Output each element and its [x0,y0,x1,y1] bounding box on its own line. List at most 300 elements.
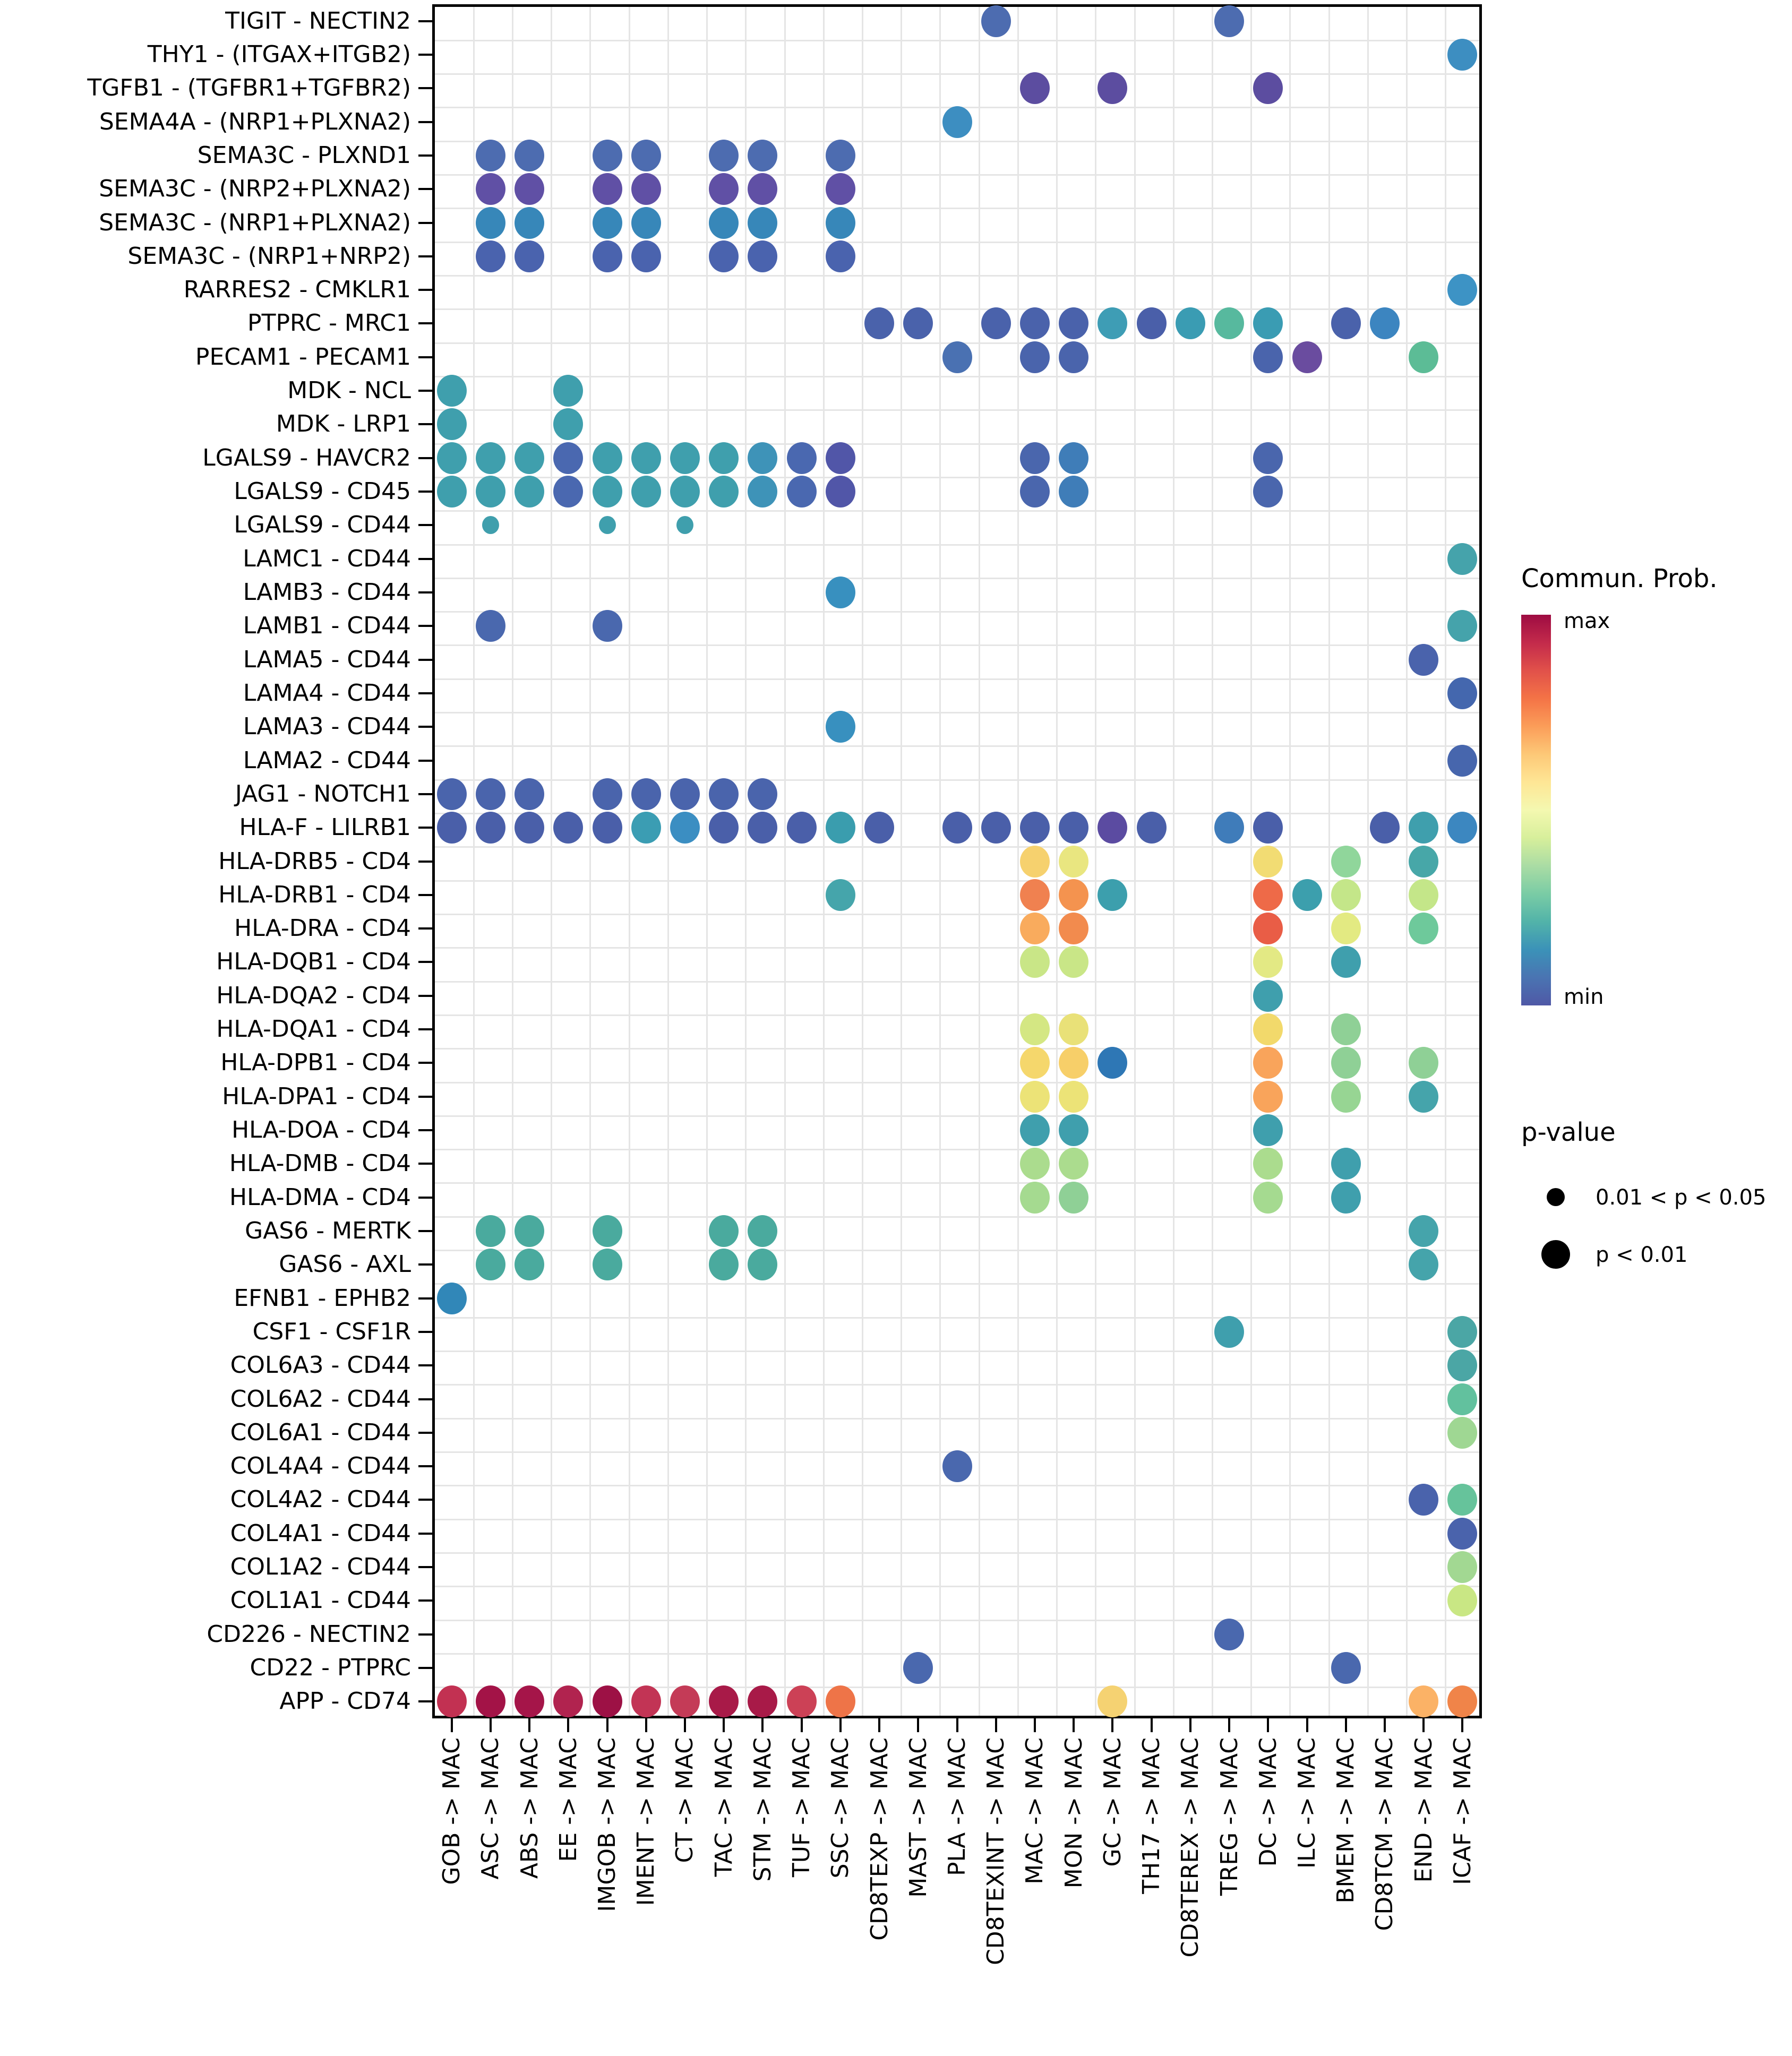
gridline-vertical [1445,7,1446,1716]
x-axis-label: TUF -> MAC [788,1737,816,1878]
data-dot [748,240,777,272]
x-axis-label-cell [705,1737,743,2056]
data-dot [1331,307,1361,339]
data-dot [1020,879,1050,911]
y-axis-label: LAMC1 - CD44 [243,545,411,572]
data-dot [1447,1518,1477,1550]
data-dot [1253,442,1283,474]
x-axis-label-cell [1365,1737,1404,2056]
data-dot [1059,442,1088,474]
data-dot [631,173,661,205]
data-dot [631,207,661,239]
gridline-horizontal [435,644,1479,646]
data-dot [1214,1316,1244,1348]
pvalue-small-label: 0.01 < p < 0.05 [1596,1185,1767,1210]
y-axis-label: HLA-DMB - CD4 [229,1150,411,1177]
y-tick [418,524,432,526]
data-dot [1059,1081,1088,1113]
gridline-horizontal [435,409,1479,411]
gridline-horizontal [435,1552,1479,1554]
gridline-vertical [1095,7,1096,1716]
y-axis-label: HLA-DMA - CD4 [229,1183,411,1211]
gridline-vertical [1367,7,1369,1716]
x-axis-label: ILC -> MAC [1293,1737,1321,1869]
data-dot [709,812,739,844]
y-tick [418,692,432,694]
data-dot [748,778,777,810]
y-tick [418,625,432,627]
y-axis-label: PTPRC - MRC1 [247,309,411,337]
y-axis-label: HLA-F - LILRB1 [239,814,411,841]
data-dot [476,1249,505,1280]
data-dot [826,442,855,474]
gridline-horizontal [435,208,1479,209]
data-dot [670,476,700,507]
y-axis-label: LAMA5 - CD44 [243,646,411,673]
y-tick [418,491,432,493]
x-axis-label: SSC -> MAC [827,1737,854,1879]
data-dot [1331,1013,1361,1045]
data-dot [942,812,972,844]
x-axis-label-cell [510,1737,548,2056]
data-dot [787,1685,817,1717]
x-axis-label-cell [821,1737,860,2056]
x-axis-label-cell [938,1737,976,2056]
y-axis-label: HLA-DRA - CD4 [234,915,411,942]
y-axis-label: HLA-DQB1 - CD4 [216,948,411,976]
y-axis-label: THY1 - (ITGAX+ITGB2) [147,40,411,68]
gridline-vertical [784,7,786,1716]
gridline-horizontal [435,141,1479,142]
x-axis-label: MAST -> MAC [904,1737,932,1898]
y-axis-label: TGFB1 - (TGFBR1+TGFBR2) [87,74,411,102]
data-dot [748,442,777,474]
x-tick [801,1718,803,1732]
gridline-horizontal [435,477,1479,478]
data-dot [1331,1182,1361,1214]
x-tick [1073,1718,1075,1732]
y-axis-label: COL6A2 - CD44 [230,1385,411,1413]
data-dot [1447,1316,1477,1348]
y-axis-label: LAMB1 - CD44 [243,612,411,640]
gridline-horizontal [435,779,1479,781]
data-dot [942,341,972,373]
gridline-horizontal [435,1485,1479,1486]
y-tick [418,1263,432,1266]
y-axis-label: COL1A2 - CD44 [230,1553,411,1581]
y-tick [418,1398,432,1400]
gridline-vertical [862,7,863,1716]
gridline-horizontal [435,1317,1479,1319]
gridline-horizontal [435,1586,1479,1587]
y-tick [418,1163,432,1165]
y-tick [418,289,432,291]
data-dot [437,476,467,507]
y-axis-label: LGALS9 - HAVCR2 [202,444,411,471]
data-dot [709,1215,739,1247]
y-axis-label: SEMA4A - (NRP1+PLXNA2) [99,108,411,135]
gridline-vertical [1134,7,1136,1716]
gridline-vertical [667,7,669,1716]
data-dot [1331,1652,1361,1684]
x-axis-label: CD8TEXINT -> MAC [982,1737,1010,1965]
data-dot [748,140,777,171]
gridline-horizontal [435,73,1479,75]
x-axis-label: CT -> MAC [671,1737,699,1863]
x-axis-label: TAC -> MAC [710,1737,738,1877]
color-legend-max-label: max [1564,609,1610,633]
gridline-vertical [1173,7,1174,1716]
x-axis-label-cell [743,1737,782,2056]
gridline-horizontal [435,1384,1479,1386]
x-axis-label: TH17 -> MAC [1138,1737,1165,1894]
gridline-vertical [473,7,475,1716]
gridline-vertical [589,7,591,1716]
data-dot [709,173,739,205]
y-tick [418,1633,432,1636]
y-axis-label: MDK - NCL [287,377,411,405]
data-dot [864,812,894,844]
data-dot [826,173,855,205]
data-dot [787,442,817,474]
data-dot [1098,879,1127,911]
x-axis-label-cell [432,1737,471,2056]
y-axis-label: HLA-DPB1 - CD4 [220,1049,411,1077]
x-tick [606,1718,608,1732]
data-dot [748,207,777,239]
x-axis-label: IMENT -> MAC [632,1737,660,1906]
x-axis-label: GOB -> MAC [438,1737,466,1885]
data-dot [1059,1013,1088,1045]
x-axis-label-cell [1015,1737,1054,2056]
data-dot [1331,879,1361,911]
y-tick [418,659,432,661]
y-tick [418,861,432,863]
data-dot [515,240,544,272]
data-dot [1020,1182,1050,1214]
gridline-horizontal [435,1216,1479,1218]
gridline-vertical [1406,7,1408,1716]
y-tick [418,1599,432,1602]
gridline-horizontal [435,308,1479,310]
x-axis-label: CD8TEXP -> MAC [865,1737,893,1941]
gridline-vertical [1328,7,1330,1716]
gridline-horizontal [435,1283,1479,1285]
y-axis-label: GAS6 - MERTK [245,1217,411,1244]
data-dot [1253,476,1283,507]
gridline-horizontal [435,376,1479,377]
gridline-horizontal [435,1082,1479,1083]
y-tick [418,188,432,190]
y-axis-label: LAMA3 - CD44 [243,713,411,741]
data-dot [787,812,817,844]
y-tick [418,894,432,896]
x-axis-label: PLA -> MAC [943,1737,971,1876]
x-tick [1384,1718,1386,1732]
x-axis-label-cell [899,1737,938,2056]
data-dot [515,476,544,507]
gridline-horizontal [435,275,1479,277]
data-dot [553,442,583,474]
data-dot [1020,442,1050,474]
gridline-horizontal [435,174,1479,176]
data-dot [476,476,505,507]
y-tick [418,1331,432,1333]
data-dot [903,1652,933,1684]
y-axis-label: CSF1 - CSF1R [252,1318,411,1345]
x-axis-label-cell [1288,1737,1326,2056]
data-dot [553,375,583,407]
data-dot [476,207,505,239]
x-tick [1151,1718,1153,1732]
data-dot [1020,846,1050,878]
data-dot [593,442,622,474]
data-dot [1214,5,1244,37]
x-axis-label-cell [1249,1737,1288,2056]
data-dot [1409,1249,1438,1280]
data-dot [1331,913,1361,944]
y-tick [418,154,432,157]
x-tick [839,1718,842,1732]
color-legend-title: Commun. Prob. [1521,564,1718,593]
data-dot [1020,476,1050,507]
data-dot [599,516,616,534]
gridline-horizontal [435,712,1479,713]
data-dot [593,1249,622,1280]
x-tick [878,1718,880,1732]
data-dot [1059,341,1088,373]
x-tick [1461,1718,1463,1732]
x-tick [684,1718,686,1732]
gridline-horizontal [435,880,1479,882]
x-axis-label-cell [1171,1737,1210,2056]
x-axis-label-cell [471,1737,510,2056]
data-dot [1214,812,1244,844]
data-dot [1447,677,1477,709]
y-tick [418,20,432,22]
y-axis-label: SEMA3C - (NRP1+PLXNA2) [99,209,411,236]
x-axis-label-cell [1443,1737,1482,2056]
data-dot [593,207,622,239]
data-dot [1020,1148,1050,1180]
data-dot [1176,307,1205,339]
x-tick [956,1718,958,1732]
y-tick [418,1096,432,1098]
y-tick [418,390,432,392]
x-axis-label-cell [1326,1737,1365,2056]
data-dot [515,140,544,171]
data-dot [1059,476,1088,507]
data-dot [1020,307,1050,339]
data-dot [1137,307,1167,339]
y-axis-label: CD226 - NECTIN2 [207,1620,411,1648]
data-dot [1409,846,1438,878]
gridline-horizontal [435,1182,1479,1184]
y-tick [418,1197,432,1199]
data-dot [1253,1013,1283,1045]
y-axis-label: EFNB1 - EPHB2 [234,1284,411,1312]
data-dot [670,778,700,810]
data-dot [515,442,544,474]
x-tick [1111,1718,1113,1732]
x-axis-label: EE -> MAC [554,1737,582,1862]
data-dot [437,778,467,810]
y-tick [418,1028,432,1030]
gridline-horizontal [435,1149,1479,1150]
y-axis-label: HLA-DOA - CD4 [231,1116,411,1143]
data-dot [476,610,505,642]
y-axis-label: CD22 - PTPRC [250,1654,411,1682]
data-dot [1409,341,1438,373]
y-axis-label: COL6A1 - CD44 [230,1418,411,1446]
data-dot [748,1215,777,1247]
gridline-vertical [1250,7,1252,1716]
y-tick [418,356,432,358]
x-tick [1034,1718,1036,1732]
x-axis-label: CD8TCM -> MAC [1371,1737,1399,1931]
y-axis-label: SEMA3C - (NRP1+NRP2) [127,242,411,270]
data-dot [593,1685,622,1717]
data-dot [1409,812,1438,844]
data-dot [476,140,505,171]
x-tick [451,1718,453,1732]
data-dot [1059,879,1088,911]
data-dot [593,812,622,844]
data-dot [631,240,661,272]
x-axis-label: BMEM -> MAC [1332,1737,1360,1904]
y-tick [418,457,432,459]
data-dot [1253,879,1283,911]
y-tick [418,591,432,593]
data-dot [476,240,505,272]
data-dot [1253,980,1283,1012]
data-dot [1020,1081,1050,1113]
x-tick [1306,1718,1308,1732]
x-axis-label: TREG -> MAC [1215,1737,1243,1896]
data-dot [826,1685,855,1717]
data-dot [1020,946,1050,978]
y-axis-label: LAMB3 - CD44 [243,578,411,606]
y-tick [418,1230,432,1232]
x-tick [490,1718,492,1732]
data-dot [981,812,1011,844]
data-dot [670,1685,700,1717]
y-tick [418,760,432,762]
y-axis-label: HLA-DRB1 - CD4 [218,881,411,908]
data-dot [1447,745,1477,777]
y-tick [418,1533,432,1535]
data-dot [1253,1114,1283,1146]
gridline-horizontal [435,914,1479,915]
y-tick [418,827,432,829]
gridline-horizontal [435,1519,1479,1520]
gridline-horizontal [435,1014,1479,1016]
data-dot [709,207,739,239]
y-tick [418,87,432,89]
data-dot [515,778,544,810]
y-tick [418,558,432,560]
data-dot [515,1685,544,1717]
pvalue-large-dot-icon [1541,1240,1570,1269]
data-dot [1137,812,1167,844]
gridline-vertical [979,7,980,1716]
data-dot [476,442,505,474]
data-dot [1447,1417,1477,1449]
x-tick [995,1718,997,1732]
y-tick [418,121,432,123]
data-dot [1409,1215,1438,1247]
y-axis-label: HLA-DRB5 - CD4 [218,847,411,875]
data-dot [1059,812,1088,844]
data-dot [593,240,622,272]
y-axis-label: HLA-DQA2 - CD4 [216,982,411,1009]
data-dot [1292,879,1322,911]
gridline-vertical [823,7,825,1716]
data-dot [709,1249,739,1280]
gridline-horizontal [435,578,1479,579]
gridline-horizontal [435,1687,1479,1688]
gridline-horizontal [435,1115,1479,1117]
y-tick [418,961,432,963]
gridline-horizontal [435,611,1479,613]
data-dot [593,1215,622,1247]
y-tick [418,1499,432,1501]
data-dot [709,240,739,272]
y-tick [418,222,432,224]
x-axis-label: ABS -> MAC [516,1737,543,1879]
y-tick [418,1566,432,1568]
x-axis-label-cell [1093,1737,1132,2056]
data-dot [826,812,855,844]
data-dot [593,173,622,205]
x-tick [1189,1718,1191,1732]
data-dot [1020,1047,1050,1079]
data-dot [787,476,817,507]
y-tick [418,1129,432,1131]
y-tick [418,1667,432,1669]
data-dot [1292,341,1322,373]
y-tick [418,322,432,324]
data-dot [1370,812,1400,844]
y-tick [418,1297,432,1300]
color-legend-min-label: min [1564,985,1604,1009]
data-dot [1020,812,1050,844]
data-dot [670,812,700,844]
y-axis-label: JAG1 - NOTCH1 [235,780,411,807]
y-axis-label: TIGIT - NECTIN2 [225,7,411,35]
y-axis-label: PECAM1 - PECAM1 [195,343,411,371]
x-tick [567,1718,569,1732]
gridline-horizontal [435,1350,1479,1352]
data-dot [709,476,739,507]
data-dot [631,140,661,171]
x-axis-label-cell [1054,1737,1093,2056]
data-dot [826,577,855,608]
y-axis-label: SEMA3C - PLXND1 [197,141,411,169]
data-dot [1331,1081,1361,1113]
data-dot [1447,1383,1477,1415]
y-tick [418,54,432,56]
x-axis-label-cell [782,1737,821,2056]
x-axis-label-cell [549,1737,588,2056]
x-axis-label: ICAF -> MAC [1448,1737,1476,1885]
data-dot [826,140,855,171]
pvalue-large-label: p < 0.01 [1596,1243,1688,1267]
data-dot [476,1215,505,1247]
gridline-vertical [939,7,941,1716]
gridline-vertical [1289,7,1291,1716]
data-dot [826,879,855,911]
